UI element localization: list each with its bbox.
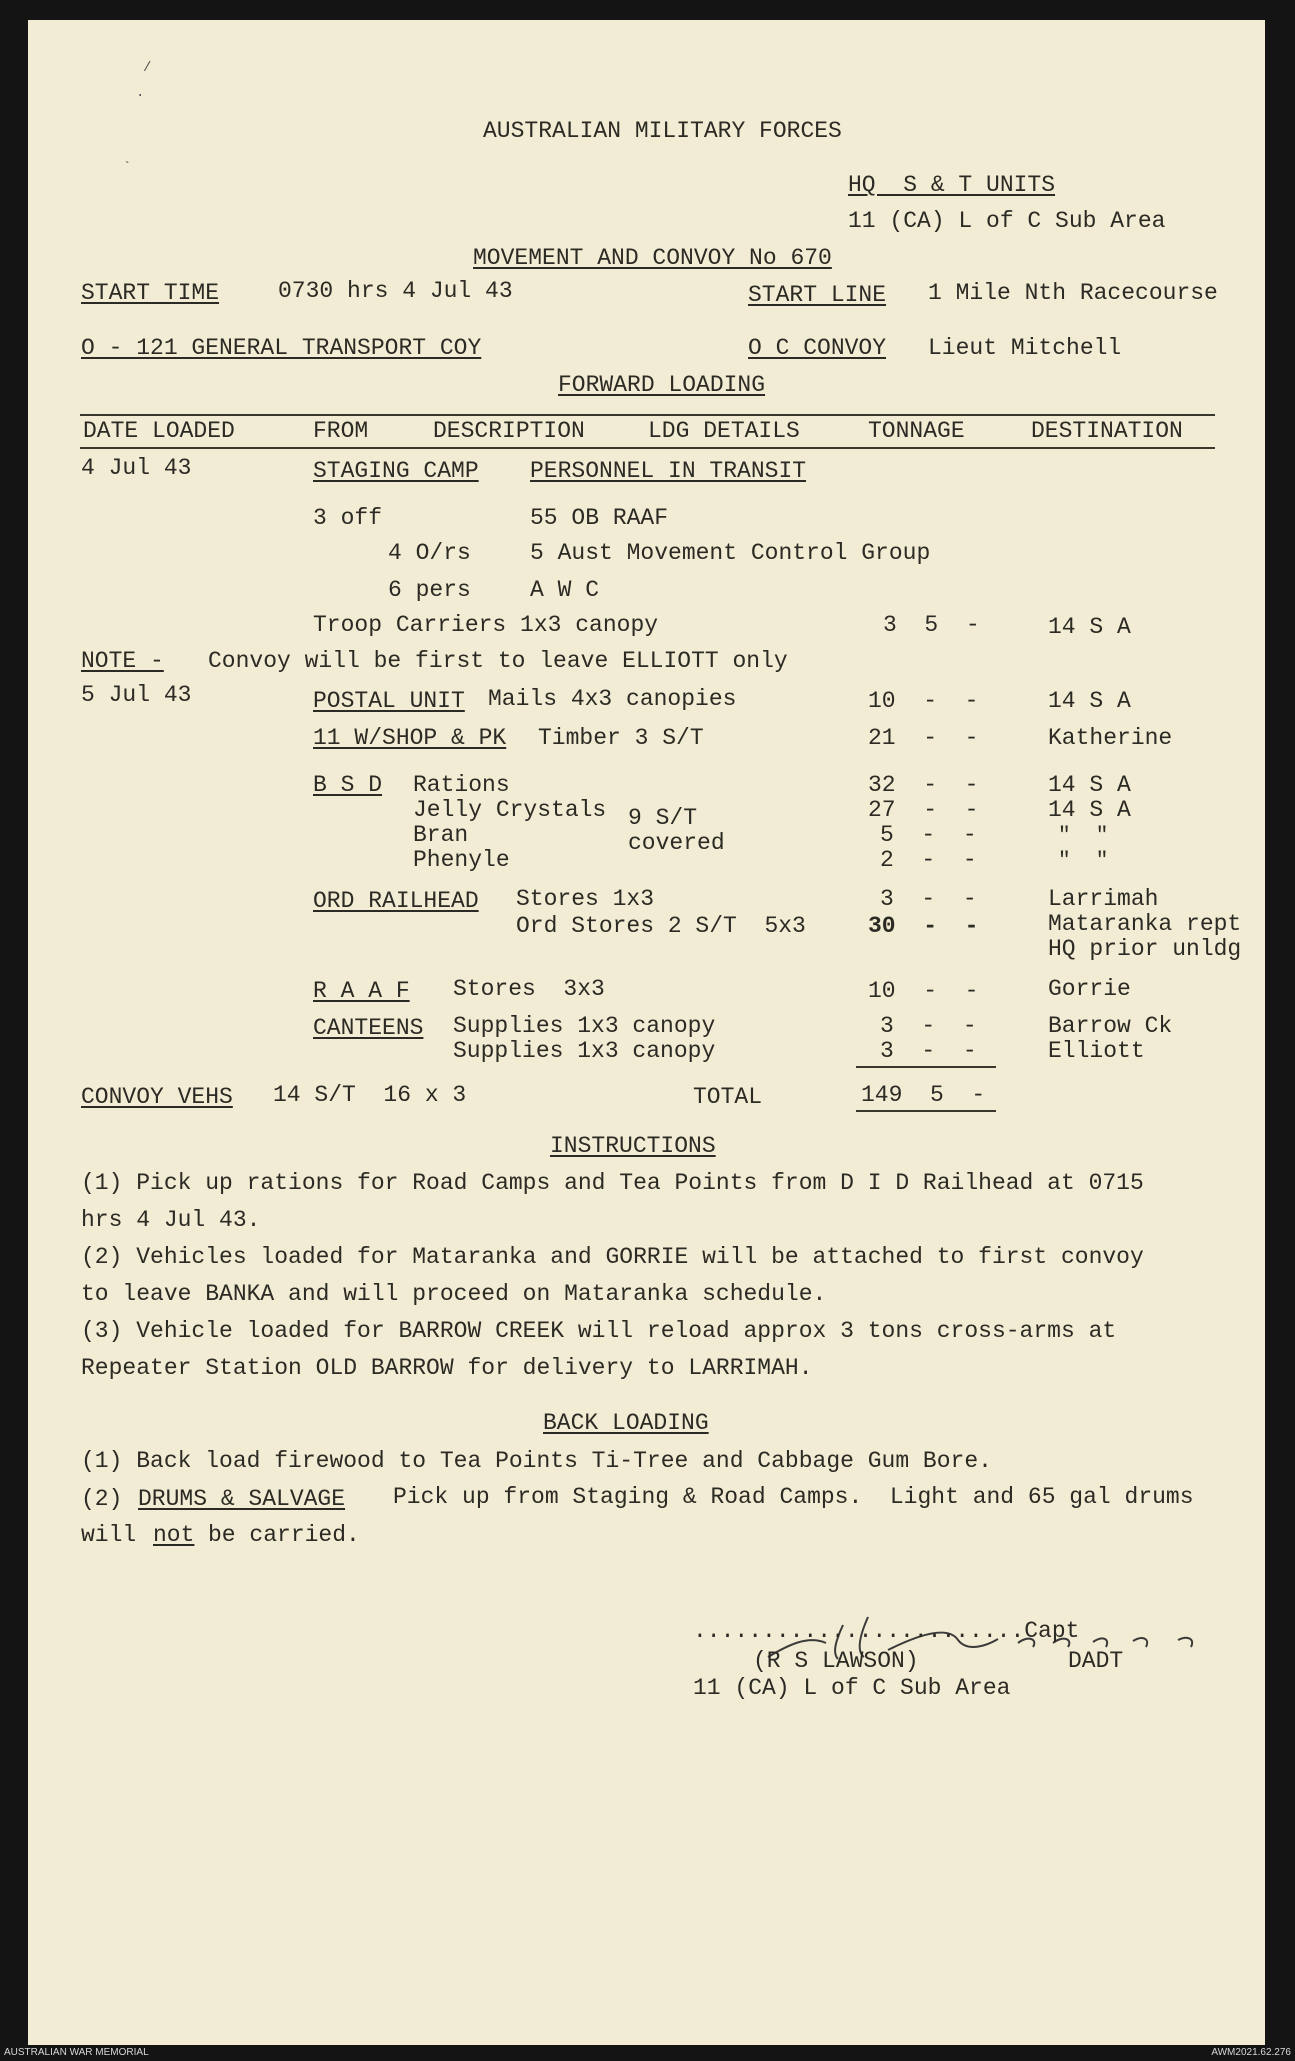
postal-destination: 14 S A (1048, 688, 1131, 714)
from-bsd: B S D (313, 772, 383, 798)
from-staging-camp: STAGING CAMP (313, 458, 479, 484)
from-canteens: CANTEENS (313, 1015, 424, 1041)
personnel-count-1: 3 off (313, 505, 383, 531)
ord-tonnage-2: 30 - - (868, 913, 979, 939)
convoy-vehs-label: CONVOY VEHS (81, 1084, 233, 1110)
pin-hole-mark: · (136, 88, 145, 104)
col-description: DESCRIPTION (433, 418, 585, 444)
bsd-item-2: Jelly Crystals (413, 797, 607, 823)
canteens-destination-1: Barrow Ck (1048, 1013, 1173, 1039)
bsd-tonnage-2: 27 - - (868, 797, 979, 823)
canteens-tonnage-1: 3 - - (880, 1013, 977, 1039)
document-page (28, 20, 1265, 2045)
from-raaf: R A A F (313, 978, 410, 1004)
from-wshop-pk: 11 W/SHOP & PK (313, 725, 507, 751)
date-loaded-1: 4 Jul 43 (81, 455, 192, 481)
col-date-loaded: DATE LOADED (83, 418, 235, 444)
total-rule-bottom (856, 1110, 996, 1112)
signatory-role: DADT (1068, 1648, 1124, 1674)
bsd-destination-2: 14 S A (1048, 797, 1131, 823)
footer-right: AWM2021.62.276 (1211, 2047, 1291, 2058)
footer-left: AUSTRALIAN WAR MEMORIAL (4, 2047, 149, 2058)
troop-carriers: Troop Carriers 1x3 canopy (313, 612, 659, 638)
unit-line-1: HQ S & T UNITS (848, 172, 1056, 198)
total-label: TOTAL (693, 1084, 763, 1110)
signatory-org: 11 (CA) L of C Sub Area (693, 1675, 1011, 1701)
canteens-description-1: Supplies 1x3 canopy (453, 1013, 716, 1039)
raaf-tonnage: 10 - - (868, 978, 979, 1004)
header-rule-top (80, 414, 1215, 416)
transport-coy: O - 121 GENERAL TRANSPORT COY (81, 335, 482, 361)
instruction-line: hrs 4 Jul 43. (81, 1207, 261, 1233)
note-text: Convoy will be first to leave ELLIOTT only (208, 648, 788, 674)
start-line-label: START LINE (748, 282, 887, 308)
bsd-item-3: Bran (413, 822, 469, 848)
back-loading-line-2: Pick up from Staging & Road Camps. Light and 65 gal drums (393, 1484, 1194, 1510)
instruction-line: Repeater Station OLD BARROW for delivery to LARRIMAH. (81, 1355, 813, 1381)
canteens-destination-2: Elliott (1048, 1038, 1145, 1064)
col-destination: DESTINATION (1031, 418, 1183, 444)
start-time-label: START TIME (81, 280, 220, 306)
pin-hole-mark: / (143, 60, 152, 76)
bsd-destination-1: 14 S A (1048, 772, 1131, 798)
raaf-destination: Gorrie (1048, 976, 1131, 1002)
instruction-line: to leave BANKA and will proceed on Mataranka schedule. (81, 1281, 827, 1307)
bsd-destination-3: " " (1058, 825, 1109, 848)
date-loaded-2: 5 Jul 43 (81, 682, 192, 708)
instructions-heading: INSTRUCTIONS (550, 1133, 716, 1159)
total-value: 149 5 - (861, 1082, 986, 1108)
ord-description-2: Ord Stores 2 S/T 5x3 (516, 913, 806, 939)
troop-destination: 14 S A (1048, 614, 1131, 640)
oc-convoy-value: Lieut Mitchell (928, 335, 1122, 361)
canteens-description-2: Supplies 1x3 canopy (453, 1038, 716, 1064)
unit-line-2: 11 (CA) L of C Sub Area (848, 208, 1166, 234)
signature-dots-capt: ........................Capt (693, 1618, 1080, 1644)
ord-destination-2: Mataranka rept (1048, 911, 1242, 937)
col-from: FROM (313, 418, 369, 444)
back-loading-heading: BACK LOADING (543, 1410, 709, 1436)
oc-convoy-label: O C CONVOY (748, 335, 887, 361)
instruction-line: (3) Vehicle loaded for BARROW CREEK will reload approx 3 tons cross-arms at (81, 1318, 1117, 1344)
from-ord-railhead: ORD RAILHEAD (313, 888, 479, 914)
ord-tonnage-1: 3 - - (880, 886, 977, 912)
personnel-count-2: 4 O/rs (388, 540, 471, 566)
personnel-group-3: A W C (530, 577, 600, 603)
personnel-count-3: 6 pers (388, 577, 471, 603)
start-time-value: 0730 hrs 4 Jul 43 (278, 278, 513, 304)
troop-tonnage: 3 5 - (883, 612, 980, 638)
personnel-group-2: 5 Aust Movement Control Group (530, 540, 931, 566)
instruction-line: (1) Pick up rations for Road Camps and Tea Points from D I D Railhead at 0715 (81, 1170, 1144, 1196)
document-title: AUSTRALIAN MILITARY FORCES (483, 118, 842, 144)
wshop-description: Timber 3 S/T (538, 725, 704, 751)
bsd-tonnage-4: 2 - - (880, 847, 977, 873)
back-loading-not: not (153, 1522, 195, 1548)
bsd-item-1: Rations (413, 772, 510, 798)
wshop-destination: Katherine (1048, 725, 1173, 751)
ord-destination-3: HQ prior unldg (1048, 936, 1242, 962)
canteens-tonnage-2: 3 - - (880, 1038, 977, 1064)
postal-tonnage: 10 - - (868, 688, 979, 714)
movement-title: MOVEMENT AND CONVOY No 670 (473, 245, 832, 271)
back-loading-line-1: (1) Back load firewood to Tea Points Ti-Tree and Cabbage Gum Bore. (81, 1448, 992, 1474)
personnel-group-1: 55 OB RAAF (530, 505, 669, 531)
bsd-item-4: Phenyle (413, 847, 510, 873)
ord-description-1: Stores 1x3 (516, 886, 655, 912)
back-loading-line-3b: be carried. (208, 1522, 360, 1548)
wshop-tonnage: 21 - - (868, 725, 979, 751)
note-label: NOTE - (81, 648, 164, 674)
convoy-vehs-value: 14 S/T 16 x 3 (273, 1082, 467, 1108)
raaf-description: Stores 3x3 (453, 976, 605, 1002)
bsd-ldg-details-2: covered (628, 830, 725, 856)
bsd-tonnage-1: 32 - - (868, 772, 979, 798)
start-line-value: 1 Mile Nth Racecourse (928, 280, 1218, 306)
pin-hole-mark: ` (123, 160, 132, 176)
bsd-destination-4: " " (1058, 850, 1109, 873)
ord-destination-1: Larrimah (1048, 886, 1159, 912)
back-loading-num-2: (2) (81, 1486, 123, 1512)
instruction-line: (2) Vehicles loaded for Mataranka and GORRIE will be attached to first convoy (81, 1244, 1144, 1270)
drums-salvage-label: DRUMS & SALVAGE (138, 1486, 346, 1512)
from-postal-unit: POSTAL UNIT (313, 688, 465, 714)
col-tonnage: TONNAGE (868, 418, 965, 444)
bsd-ldg-details-1: 9 S/T (628, 805, 698, 831)
bsd-tonnage-3: 5 - - (880, 822, 977, 848)
signatory-name: (R S LAWSON) (753, 1648, 919, 1674)
back-loading-line-3a: will (81, 1522, 137, 1548)
forward-loading-heading: FORWARD LOADING (558, 372, 766, 398)
col-ldg-details: LDG DETAILS (648, 418, 800, 444)
personnel-in-transit: PERSONNEL IN TRANSIT (530, 458, 807, 484)
postal-description: Mails 4x3 canopies (488, 686, 737, 712)
header-rule-bottom (80, 447, 1215, 449)
total-rule-top (856, 1066, 996, 1068)
